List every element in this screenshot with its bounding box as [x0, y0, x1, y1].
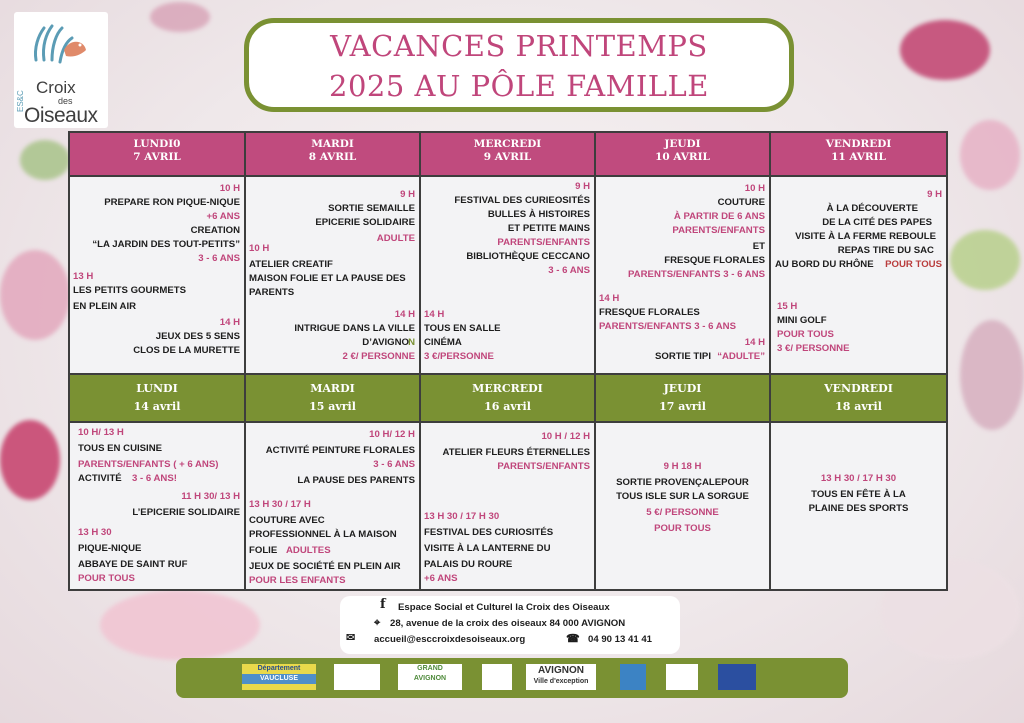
activity-time: 14 H — [744, 337, 765, 348]
activity-text: ACTIVITÉ PEINTURE FLORALES — [265, 445, 415, 456]
activity-price: 5 €/ PERSONNE — [646, 507, 719, 518]
partner-logo — [482, 664, 512, 690]
activity-text: MINI GOLF — [777, 315, 827, 326]
activity-text: SORTIE TIPI — [655, 351, 711, 362]
contact-box — [340, 596, 680, 654]
activity-audience: À PARTIR DE 6 ANS — [673, 211, 765, 222]
eu-flag-icon — [718, 664, 756, 690]
blossom-decoration — [150, 2, 210, 32]
activity-time: 14 H — [394, 309, 415, 320]
activity-audience: 3 - 6 ANS! — [132, 473, 177, 484]
activity-time: 10 H — [249, 243, 270, 254]
activity-text: À LA DÉCOUVERTE — [826, 203, 918, 214]
title-line1: VACANCES PRINTEMPS — [330, 29, 708, 63]
partner-logo-prefet — [666, 664, 698, 690]
activity-text: LA PAUSE DES PARENTS — [297, 475, 415, 486]
activity-text: JEUX DE SOCIÉTÉ EN PLEIN AIR — [249, 561, 401, 572]
activity-text: CLOS DE LA MURETTE — [133, 345, 240, 356]
logo-text-line1: Croix — [36, 78, 76, 97]
activity-audience: POUR TOUS — [78, 573, 135, 584]
activity-time: 9 H 18 H — [663, 461, 702, 472]
activity-text: EPICERIE SOLIDAIRE — [315, 217, 415, 228]
day-header — [70, 375, 246, 421]
schedule-cell — [246, 177, 421, 373]
schedule-cell — [70, 423, 246, 589]
activity-text: PREPARE RON PIQUE-NIQUE — [104, 197, 240, 208]
day-header — [421, 133, 596, 175]
activity-time: 15 H — [777, 301, 798, 312]
activity-audience: POUR TOUS — [777, 329, 834, 340]
activity-audience: PARENTS/ENFANTS — [497, 237, 590, 248]
location-pin-icon: ⌖ — [374, 617, 381, 629]
activity-text: CINÉMA — [424, 337, 462, 348]
day-header — [246, 375, 421, 421]
activity-audience: 3 - 6 ANS — [198, 253, 240, 264]
activity-text: ATELIER CREATIF — [249, 259, 333, 270]
day-name: MARDI — [310, 382, 355, 395]
activity-time: 13 H 30 — [78, 527, 112, 538]
activity-text: AU BORD DU RHÔNE — [775, 259, 874, 270]
schedule-cell — [421, 423, 596, 589]
activity-audience: “ADULTE” — [717, 351, 765, 362]
day-name: MERCREDI — [473, 138, 542, 150]
day-date: 9 AVRIL — [483, 151, 532, 163]
activity-text: COUTURE AVEC — [249, 515, 325, 526]
activity-audience: PARENTS/ENFANTS 3 - 6 ANS — [628, 269, 765, 280]
day-date: 15 avril — [309, 400, 356, 413]
activity-text: PALAIS DU ROURE — [424, 559, 513, 570]
activity-text: TOUS EN SALLE — [424, 323, 501, 334]
activity-audience: PARENTS/ENFANTS 3 - 6 ANS — [599, 321, 736, 332]
activity-text: MAISON FOLIE ET LA PAUSE DES — [249, 273, 406, 284]
activity-text: ET — [752, 241, 765, 252]
activity-time: 11 H 30/ 13 H — [181, 491, 240, 502]
activity-text: VISITE À LA FERME REBOULE — [795, 231, 936, 242]
partner-text: AVIGNON — [538, 665, 584, 676]
address-text: 28, avenue de la croix des oiseaux 84 000 AVIGNON — [390, 618, 626, 629]
schedule-cell — [596, 177, 771, 373]
partner-text: Département — [257, 665, 301, 672]
activity-text: DE LA CITÉ DES PAPES — [822, 217, 932, 228]
activity-audience: PARENTS/ENFANTS — [497, 461, 590, 472]
schedule-cell — [246, 423, 421, 589]
organization-logo — [14, 12, 108, 128]
activity-text: PLAINE DES SPORTS — [808, 503, 909, 514]
partner-text: GRAND — [417, 665, 443, 672]
activity-text: LES PETITS GOURMETS — [73, 285, 187, 296]
activity-text: D’AVIGNO — [362, 337, 409, 348]
activity-text: FOLIE — [249, 545, 278, 556]
activity-text: PIQUE-NIQUE — [78, 543, 142, 554]
activity-audience: +6 ANS — [206, 211, 240, 222]
day-name: JEUDI — [664, 138, 701, 150]
activity-audience: ADULTES — [286, 545, 331, 556]
partner-logo-avignon — [526, 664, 596, 690]
hand-bird-icon — [30, 20, 90, 76]
activity-price: 3 €/PERSONNE — [424, 351, 494, 362]
activity-audience: POUR TOUS — [654, 523, 711, 534]
week2-header-row — [70, 373, 946, 423]
week1-body-row — [70, 177, 946, 373]
day-name: LUNDI — [136, 382, 178, 395]
logo-text-line2: des — [58, 96, 73, 106]
day-date: 7 AVRIL — [133, 151, 181, 163]
activity-price: 3 €/ PERSONNE — [777, 343, 850, 354]
day-date: 8 AVRIL — [308, 151, 357, 163]
day-date: 11 AVRIL — [831, 151, 886, 163]
day-date: 10 AVRIL — [655, 151, 710, 163]
logo-side-text: ES&C — [16, 90, 25, 112]
activity-time: 13 H 30 / 17 H — [249, 499, 311, 510]
activity-text: TOUS EN FÊTE À LA — [811, 489, 906, 500]
day-header — [421, 375, 596, 421]
activity-text: JEUX DES 5 SENS — [155, 331, 240, 342]
day-header — [771, 375, 946, 421]
activity-text: FESTIVAL DES CURIOSITÉS — [424, 527, 554, 538]
activity-text: INTRIGUE DANS LA VILLE — [294, 323, 415, 334]
activity-text: ATELIER FLEURS ÉTERNELLES — [442, 447, 590, 458]
partner-logo-vaucluse — [242, 664, 316, 690]
day-name: VENDREDI — [825, 138, 892, 150]
activity-text: PARENTS — [249, 287, 295, 298]
activity-audience: +6 ANS — [424, 573, 458, 584]
activity-text: VISITE À LA LANTERNE DU — [424, 543, 551, 554]
day-name: MERCREDI — [472, 382, 543, 395]
activity-text: SORTIE PROVENÇALEPOUR — [616, 477, 749, 488]
partner-text: VAUCLUSE — [242, 674, 316, 684]
activity-text: PROFESSIONNEL À LA MAISON — [249, 529, 397, 540]
schedule-cell — [771, 423, 946, 589]
title-line2: 2025 AU PÔLE FAMILLE — [329, 69, 709, 103]
blossom-decoration — [900, 20, 990, 80]
week2-body-row — [70, 423, 946, 589]
activity-text: SORTIE SEMAILLE — [328, 203, 415, 214]
mail-icon: ✉ — [346, 632, 356, 644]
leaf-decoration — [950, 230, 1020, 290]
page-title — [244, 18, 794, 112]
email-link[interactable]: accueil@esccroixdesoiseaux.org — [374, 634, 526, 645]
activity-text: FRESQUE FLORALES — [599, 307, 700, 318]
leaf-decoration — [20, 140, 70, 180]
activity-audience: PARENTS/ENFANTS — [672, 225, 765, 236]
day-header — [771, 133, 946, 175]
day-header — [596, 133, 771, 175]
phone-number[interactable]: 04 90 13 41 41 — [588, 634, 653, 645]
day-name: LUNDI0 — [133, 138, 181, 150]
day-name: MARDI — [311, 138, 354, 150]
activity-time: 14 H — [219, 317, 240, 328]
activity-time: 10 H — [219, 183, 240, 194]
activity-time: 9 H — [575, 181, 590, 192]
blossom-decoration — [100, 590, 260, 660]
activity-text: N — [408, 337, 415, 348]
activity-time: 10 H — [744, 183, 765, 194]
activity-text: TOUS ISLE SUR LA SORGUE — [616, 491, 749, 502]
activity-audience: ADULTE — [376, 233, 415, 244]
day-name: JEUDI — [663, 382, 702, 395]
organization-name: Espace Social et Culturel la Croix des Oiseaux — [398, 602, 610, 613]
activity-time: 9 H — [927, 189, 942, 200]
partner-text: AVIGNON — [413, 675, 447, 682]
activity-text: ACTIVITÉ — [78, 473, 122, 484]
day-name: VENDREDI — [824, 382, 893, 395]
activity-price: 2 €/ PERSONNE — [342, 351, 415, 362]
activity-text: BULLES À HISTOIRES — [487, 209, 590, 220]
day-header — [596, 375, 771, 421]
schedule-cell — [421, 177, 596, 373]
schedule-cell — [70, 177, 246, 373]
activity-text: ABBAYE DE SAINT RUF — [78, 559, 188, 570]
schedule-table — [68, 131, 948, 591]
day-date: 14 avril — [133, 400, 181, 413]
week1-header-row — [70, 133, 946, 177]
activity-text: FRESQUE FLORALES — [664, 255, 765, 266]
activity-audience: POUR TOUS — [885, 259, 942, 270]
activity-text: “LA JARDIN DES TOUT-PETITS” — [92, 239, 240, 250]
day-date: 18 avril — [835, 400, 882, 413]
activity-time: 10 H/ 12 H — [369, 429, 415, 440]
partner-logo — [334, 664, 380, 690]
activity-time: 13 H 30 / 17 H 30 — [424, 511, 500, 522]
blossom-decoration — [0, 420, 60, 500]
activity-text: BIBLIOTHÈQUE CECCANO — [466, 251, 590, 262]
phone-icon: ☎ — [566, 633, 580, 645]
schedule-cell — [771, 177, 946, 373]
activity-text: FESTIVAL DES CURIEOSITÉS — [454, 195, 590, 206]
activity-time: 14 H — [599, 293, 620, 304]
partner-logo-grand-avignon — [398, 664, 462, 690]
facebook-icon[interactable]: f — [380, 597, 386, 612]
activity-text: CREATION — [190, 225, 240, 236]
activity-audience: 3 - 6 ANS — [373, 459, 415, 470]
activity-time: 9 H — [400, 189, 415, 200]
blossom-decoration — [960, 320, 1024, 430]
day-date: 16 avril — [484, 400, 531, 413]
day-header — [70, 133, 246, 175]
day-header — [246, 133, 421, 175]
day-date: 17 avril — [659, 400, 706, 413]
activity-time: 13 H 30 / 17 H 30 — [820, 473, 897, 484]
activity-text: REPAS TIRE DU SAC — [837, 245, 934, 256]
activity-time: 14 H — [424, 309, 445, 320]
logo-text-line3: Oiseaux — [24, 104, 98, 127]
activity-audience: 3 - 6 ANS — [548, 265, 590, 276]
activity-time: 10 H/ 13 H — [78, 427, 124, 438]
partner-text: Ville d'exception — [533, 678, 589, 685]
blossom-decoration — [960, 120, 1020, 190]
activity-text: EN PLEIN AIR — [73, 301, 137, 312]
activity-audience: POUR LES ENFANTS — [249, 575, 346, 586]
activity-time: 10 H / 12 H — [541, 431, 590, 442]
activity-audience: PARENTS/ENFANTS ( + 6 ANS) — [78, 459, 219, 470]
partners-bar — [176, 658, 848, 698]
activity-text: TOUS EN CUISINE — [78, 443, 163, 454]
blossom-decoration — [0, 250, 70, 340]
schedule-cell — [596, 423, 771, 589]
activity-text: L’EPICERIE SOLIDAIRE — [132, 507, 240, 518]
activity-text: ET PETITE MAINS — [507, 223, 590, 234]
activity-time: 13 H — [73, 271, 94, 282]
partner-logo — [620, 664, 646, 690]
activity-text: COUTURE — [717, 197, 765, 208]
